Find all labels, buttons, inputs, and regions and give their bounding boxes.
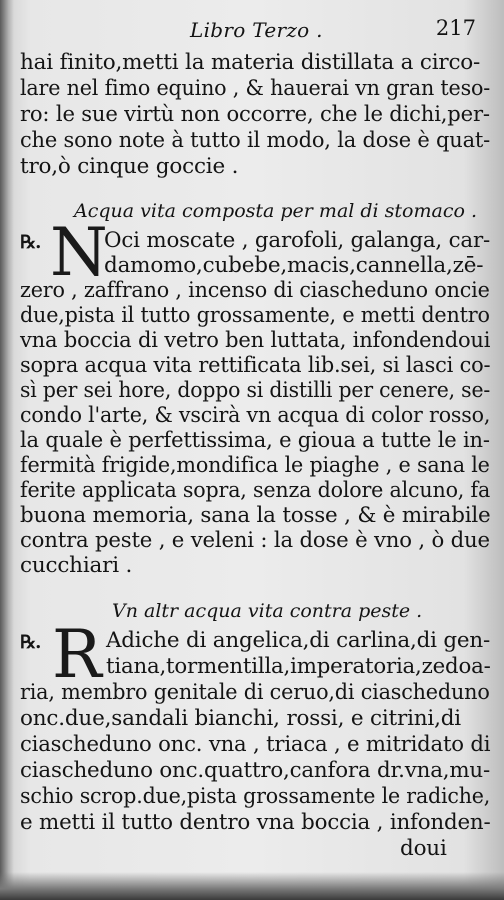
text-line: vna boccia di vetro ben luttata, infondendoui	[20, 328, 491, 353]
section-heading: Acqua vita composta per mal di stomaco .	[74, 200, 477, 222]
text-line: ferite applicata sopra, senza dolore alcuno, fa	[20, 478, 491, 503]
text-line: la quale è perfettissima, e gioua a tutte le in-	[20, 428, 490, 453]
page-bottom-shadow	[0, 872, 504, 900]
section-heading: Vn altr acqua vita contra peste .	[112, 600, 423, 622]
recipe-symbol: ℞.	[20, 232, 41, 253]
text-line: sopra acqua vita rettificata lib.sei, si lasci co-	[20, 353, 491, 378]
text-line: buona memoria, sana la tosse , & è mirabile	[20, 503, 491, 528]
text-line: lare nel fimo equino , & hauerai vn gran teso-	[20, 76, 491, 101]
text-line: tro,ò cinque goccie .	[20, 154, 239, 179]
text-line: sì per sei hore, doppo si distilli per cenere, se-	[20, 378, 491, 403]
page-number: 217	[435, 16, 476, 40]
text-line: damomo,cubebe,macis,cannella,zē-	[104, 253, 484, 278]
text-line: e metti il tutto dentro vna boccia , infonden-	[20, 810, 491, 835]
text-line: tiana,tormentilla,imperatoria,zedoa-	[106, 654, 491, 679]
drop-cap: R	[52, 616, 102, 693]
text-line: Oci moscate , garofoli, galanga, car-	[104, 228, 491, 253]
text-line: ciascheduno onc. vna , triaca , e mitridato di	[20, 732, 491, 757]
drop-cap: N	[50, 214, 108, 291]
recipe-symbol: ℞.	[20, 632, 41, 653]
text-line: hai finito,metti la materia distillata a circo-	[20, 50, 481, 75]
text-line: schio scrop.due,pista grossamente le radiche,	[20, 784, 491, 809]
text-line: cucchiari .	[20, 553, 133, 578]
text-line: condo l'arte, & vscirà vn acqua di color rosso,	[20, 403, 491, 428]
text-line: ciascheduno onc.quattro,canfora dr.vna,mu-	[20, 758, 491, 783]
text-line: ro: le sue virtù non occorre, che le dichi,per-	[20, 102, 490, 127]
text-line: Adiche di angelica,di carlina,di gen-	[106, 628, 491, 653]
page-header	[0, 16, 504, 44]
text-line: ria, membro genitale di ceruo,di ciascheduno	[20, 680, 490, 705]
text-line: due,pista il tutto grossamente, e metti dentro	[20, 303, 490, 328]
text-line: che sono note à tutto il modo, la dose è quat-	[20, 128, 490, 153]
text-line: onc.due,sandali bianchi, rossi, e citrini,di	[20, 706, 461, 731]
text-line: contra peste , e veleni : la dose è vno , ò due	[20, 528, 490, 553]
running-title: Libro Terzo .	[190, 18, 323, 42]
page-gutter-shadow	[0, 0, 14, 900]
catchword: doui	[400, 836, 447, 861]
text-line: fermità frigide,mondifica le piaghe , e sana le	[20, 453, 490, 478]
text-line: zero , zaffrano , incenso di ciascheduno oncie	[20, 278, 490, 303]
